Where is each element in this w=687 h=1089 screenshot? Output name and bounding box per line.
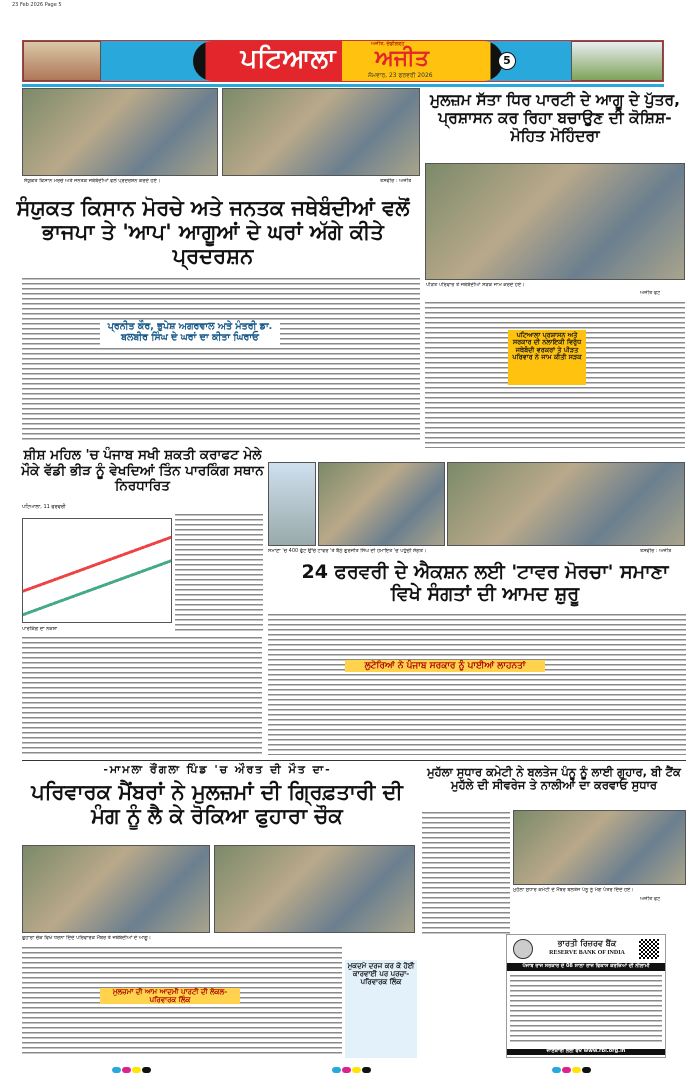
photo-fuhara-2	[214, 845, 415, 933]
fuhara-kicker: -ਮਾਮਲਾ ਰੌਂਗਲਾ ਪਿੰਡ 'ਚ ਔਰਤ ਦੀ ਮੌਤ ਦਾ-	[103, 763, 332, 776]
photo-mohalla	[513, 810, 686, 885]
tower-body	[268, 612, 686, 755]
tower-credit: ਤਸਵੀਰ : ਅਜੀਤ	[640, 548, 672, 554]
tower-subhead: ਲੁਟੇਰਿਆਂ ਨੇ ਪੰਜਾਬ ਸਰਕਾਰ ਨੂੰ ਪਾਈਆਂ ਲਾਹਨਤਾਂ	[345, 660, 545, 672]
fuhara-box-headline: ਮੁਕਦਮੇ ਦਰਜ ਕਰ ਕੇ ਹੋਈ ਕਾਰਵਾਈ ਪਰ ਪਰਚਾ-ਪਰਿਵਾਰਕ ਲਿੰਕ	[347, 962, 415, 987]
rbi-title-pa: ਭਾਰਤੀ ਰਿਜ਼ਰਵ ਬੈਂਕ	[557, 939, 617, 948]
rbi-bar: ਪੰਜਾਬ ਰਾਜ ਸਰਕਾਰ ਦੇ 08 ਸਾਲਾ ਰਾਜ ਵਿਕਾਸ ਕਰਜ਼ਿਆਂ ਦੀ ਨੀਲਾਮੀ	[507, 963, 665, 971]
masthead	[22, 40, 664, 82]
mohalla-caption: ਮੁਹੱਲਾ ਸੁਧਾਰ ਕਮੇਟੀ ਦੇ ਮੈਂਬਰ ਬਲਤੇਜ ਪੰਨੂ ਨੂੰ ਮੰਗ ਪੱਤਰ ਦਿੰਦੇ ਹੋਏ।	[513, 887, 634, 893]
photo-leaders	[318, 462, 445, 546]
page-number: 5	[498, 52, 516, 70]
fuhara-caption: ਫੁਹਾਰਾ ਚੌਕ ਵਿਖੇ ਧਰਨਾ ਦਿੰਦੇ ਪਰਿਵਾਰਕ ਮੈਂਬਰ ਤੇ ਜਥੇਬੰਦੀਆਂ ਦੇ ਆਗੂ।	[22, 935, 152, 941]
fuhara-subhead: ਮੁਲਜ਼ਮਾਂ ਦੀ ਆਮ ਆਦਮੀ ਪਾਰਟੀ ਦੀ ਲੋਕਲ-ਪਰਿਵਾਰਕ ਲਿੰਕ	[100, 988, 240, 1004]
masthead-photo-left	[23, 41, 101, 81]
photo-farmers-2	[222, 88, 420, 176]
photo-fuhara-1	[22, 845, 210, 933]
print-slug: 23 Feb 2026 Page 5	[12, 2, 62, 8]
sheesh-caption: ਪਾਰਕਿੰਗ ਦਾ ਨਕਸ਼ਾ	[22, 626, 58, 632]
mohalla-credit: ਅਜੀਤ ਫੋਟੋ	[640, 896, 661, 902]
accused-headline: ਮੁਲਜ਼ਮ ਸੱਤਾ ਧਿਰ ਪਾਰਟੀ ਦੇ ਆਗੂ ਦੇ ਪੁੱਤਰ, ਪ੍ਰਸ਼ਾਸਨ ਕਰ ਰਿਹਾ ਬਚਾਉਣ ਦੀ ਕੋਸ਼ਿਸ਼-ਮੋਹਿਤ ਮੋਹਿੰਦਰਾ	[429, 91, 681, 145]
color-registration-marks	[22, 1058, 682, 1077]
photo-farmers-1	[22, 88, 218, 176]
sheesh-headline: ਸ਼ੀਸ਼ ਮਹਿਲ 'ਚ ਪੰਜਾਬ ਸਖੀ ਸ਼ਕਤੀ ਕਰਾਫਟ ਮੇਲੇ ਮੌਕੇ ਵੱਡੀ ਭੀੜ ਨੂੰ ਵੇਖਦਿਆਂ ਤਿੰਨ ਪਾਰਕਿੰਗ ਸਥਾਨ ਨਿਰਧਾਰਿਤ	[21, 447, 264, 495]
section-title: ਪਟਿਆਲਾ	[240, 44, 336, 74]
sheesh-body-2	[175, 512, 263, 633]
accused-box: ਪਟਿਆਲਾ ਪ੍ਰਸ਼ਾਸਨ ਅਤੇ ਸਰਕਾਰ ਦੀ ਨਲਾਇਕੀ ਵਿਰੁੱਧ ਜਥੇਬੰਦੀ ਵਰਕਰਾਂ ਤੇ ਪੀੜਤ ਪਰਿਵਾਰ ਨੇ ਜਾਮ ਕੀਤੀ ਸੜਕ	[508, 330, 586, 385]
farmers-subhead: ਪ੍ਰਨੀਤ ਕੌਰ, ਭੁਪੇਸ਼ ਅਗਰਵਾਲ ਅਤੇ ਮੰਤਰੀ ਡਾ. ਬਲਬੀਰ ਸਿੰਘ ਦੇ ਘਰਾਂ ਦਾ ਕੀਤਾ ਘਿਰਾਓ	[100, 320, 280, 346]
edition: ਅਜੀਤ, ਚੰਡੀਗੜ੍ਹ	[371, 41, 405, 47]
fuhara-box	[345, 960, 417, 1058]
masthead-rule	[22, 84, 664, 87]
farmers-credit: ਤਸਵੀਰ : ਅਜੀਤ	[380, 178, 412, 184]
rbi-logo-icon	[513, 939, 533, 959]
rbi-body	[510, 973, 662, 1043]
farmers-body	[22, 276, 420, 440]
sheesh-dateline: ਪਟਿਆਲਾ, 11 ਫਰਵਰੀ	[22, 504, 66, 510]
accused-caption: ਪੀੜਤ ਪਰਿਵਾਰ ਤੇ ਜਥੇਬੰਦੀਆਂ ਸੜਕ ਜਾਮ ਕਰਦੇ ਹੋਏ।	[426, 282, 525, 288]
sheesh-body	[22, 635, 262, 755]
section-rule	[22, 760, 686, 761]
photo-road-block	[425, 163, 685, 280]
rbi-advertisement	[506, 934, 666, 1058]
accused-credit: ਅਜੀਤ ਫੋਟੋ	[640, 290, 661, 296]
farmers-headline: ਸੰਯੁਕਤ ਕਿਸਾਨ ਮੋਰਚੇ ਅਤੇ ਜਨਤਕ ਜਥੇਬੰਦੀਆਂ ਵਲੋਂ ਭਾਜਪਾ ਤੇ 'ਆਪ' ਆਗੂਆਂ ਦੇ ਘਰਾਂ ਅੱਗੇ ਕੀਤੇ ਪ੍ਰਦਰਸ਼ਨ	[16, 196, 410, 269]
masthead-photo-right	[571, 41, 663, 81]
rbi-footer: ਜਾਣਕਾਰੀ ਲਈ ਵੇਖੋ www.rbi.org.in	[507, 1049, 665, 1055]
parking-map	[22, 518, 172, 623]
tower-headline: 24 ਫਰਵਰੀ ਦੇ ਐਕਸ਼ਨ ਲਈ 'ਟਾਵਰ ਮੋਰਚਾ' ਸਮਾਣਾ ਵਿਖੇ ਸੰਗਤਾਂ ਦੀ ਆਮਦ ਸ਼ੁਰੂ	[301, 561, 669, 605]
photo-crowd	[447, 462, 685, 546]
mohalla-body	[422, 810, 510, 935]
issue-date: ਸੋਮਵਾਰ, 23 ਫਰਵਰੀ 2026	[368, 72, 433, 79]
paper-name: ਅਜੀਤ	[375, 46, 429, 71]
rbi-title-en: RESERVE BANK OF INDIA	[549, 950, 625, 956]
qr-code-icon	[639, 939, 659, 959]
fuhara-headline: ਪਰਿਵਾਰਕ ਮੈਂਬਰਾਂ ਨੇ ਮੁਲਜ਼ਮਾਂ ਦੀ ਗ੍ਰਿਫ਼ਤਾਰੀ ਦੀ ਮੰਗ ਨੂੰ ਲੈ ਕੇ ਰੋਕਿਆ ਫੁਹਾਰਾ ਚੌਕ	[31, 780, 403, 829]
tower-caption: ਸਮਾਣਾ 'ਚ 400 ਫੁੱਟ ਉੱਚੇ ਟਾਵਰ 'ਤੇ ਬੈਠੇ ਗੁਰਜੀਤ ਸਿੰਘ ਦੀ ਹਮਾਇਤ 'ਚ ਪਹੁੰਚੀ ਸੰਗਤ।	[268, 548, 427, 554]
photo-tower	[268, 462, 316, 546]
mohalla-headline: ਮੁਹੱਲਾ ਸੁਧਾਰ ਕਮੇਟੀ ਨੇ ਬਲਤੇਜ ਪੰਨੂ ਨੂੰ ਲਾਈ ਗੁਹਾਰ, ਬੀ ਟੈਂਕ ਮੁਹੱਲੇ ਦੀ ਸੀਵਰੇਜ ਤੇ ਨਾਲੀਆਂ ਦਾ ਕਰਵਾਓ ਸੁਧਾਰ	[427, 765, 681, 793]
farmers-caption: ਸੰਯੁਕਤ ਕਿਸਾਨ ਮੋਰਚੇ ਅਤੇ ਜਨਤਕ ਜਥੇਬੰਦੀਆਂ ਵਲੋਂ ਪ੍ਰਦਰਸ਼ਨ ਕਰਦੇ ਹੋਏ।	[24, 178, 161, 184]
